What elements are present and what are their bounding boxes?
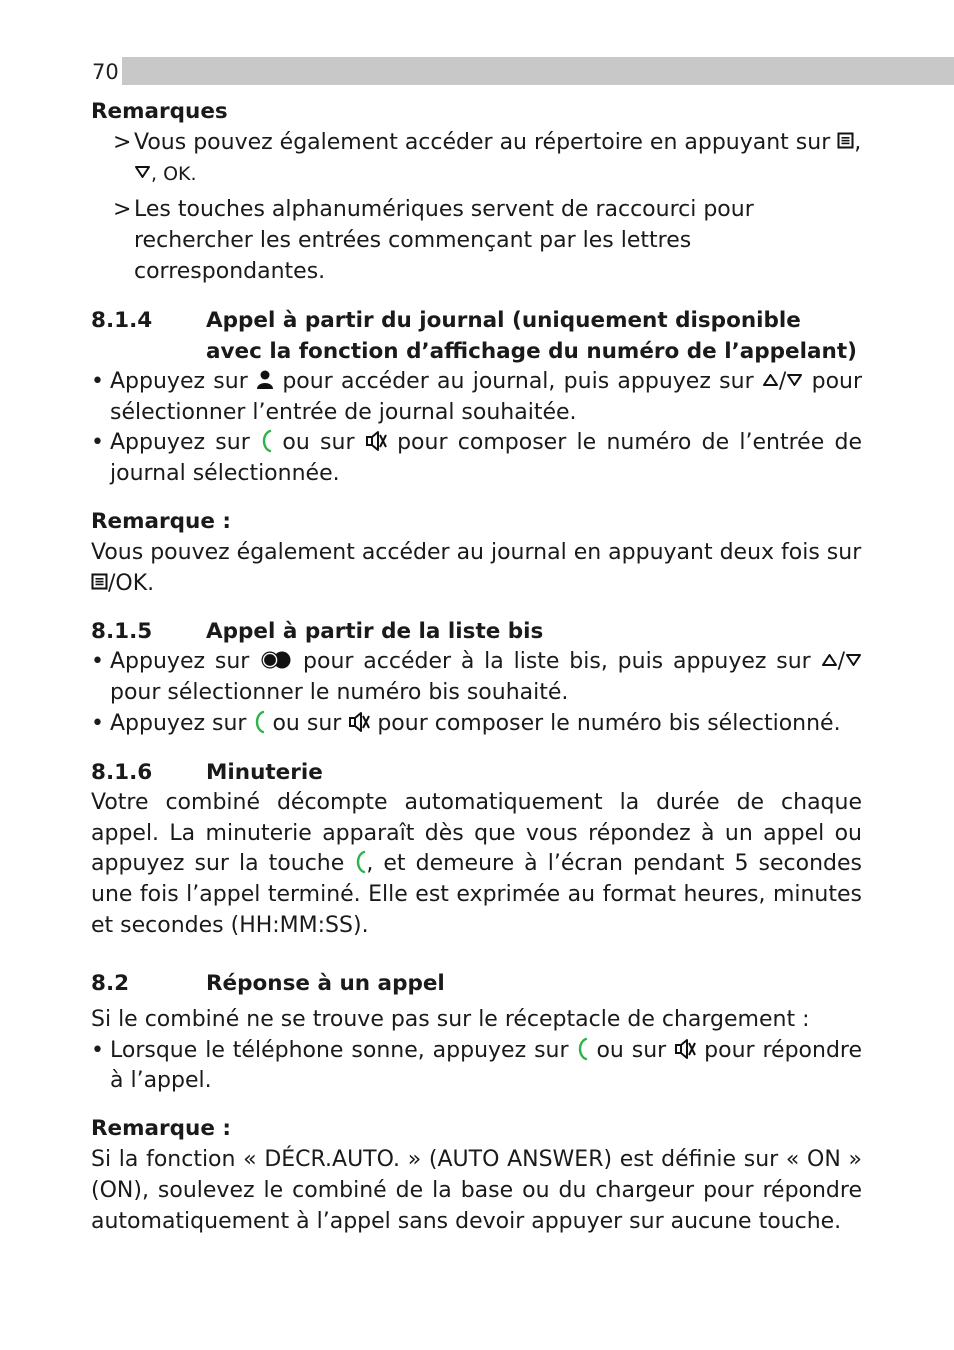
talk-key-icon: [260, 429, 272, 453]
up-arrow-icon: [821, 653, 838, 667]
talk-key-icon: [354, 850, 366, 874]
notes-heading: Remarques: [91, 99, 228, 124]
section-intro: Si le combiné ne se trouve pas sur le réceptacle de chargement :: [91, 1006, 810, 1032]
speaker-icon: [365, 430, 387, 452]
talk-key-icon: [576, 1037, 588, 1061]
down-arrow-icon: [786, 373, 803, 387]
down-arrow-icon: [845, 653, 862, 667]
call-log-person-icon: [256, 370, 274, 390]
talk-key-icon: [253, 710, 265, 734]
menu-key-icon: [837, 132, 854, 149]
note-heading: Remarque :: [91, 1116, 232, 1142]
note-item: > Vous pouvez également accéder au répertoire en appuyant sur , , OK.: [113, 129, 862, 185]
up-arrow-icon: [762, 373, 779, 387]
section-heading: 8.2 Réponse à un appel: [91, 970, 445, 996]
note-text: Si la fonction « DÉCR.AUTO. » (AUTO ANSWER) est définie sur « ON » (ON), soulevez le combiné de la base ou du chargeur pour répondre automatiquement à l’appel sans devoir appuyer sur aucune touche.: [91, 1146, 862, 1234]
section-heading: 8.1.6 Minuterie: [91, 759, 323, 785]
bullet-item: • Appuyez sur pour accéder au journal, puis appuyez sur / pour sélectionner l’entrée de journal souhaitée.: [91, 368, 863, 425]
section-text: Votre combiné décompte automatiquement la durée de chaque appel. La minuterie apparaît dès que vous répondez à un appel ou appuyez sur la touche , et demeure à l’écran pendant 5 secondes une fois l’appel terminé. Elle est exprimée au format heures, minutes et secondes (HH:MM:SS).: [91, 789, 862, 938]
bullet-item: • Appuyez sur ou sur pour composer le numéro bis sélectionné.: [91, 710, 841, 736]
menu-key-icon: [91, 573, 108, 590]
page-header-bar: [92, 57, 954, 85]
page-number: 70: [92, 57, 122, 85]
speaker-icon: [674, 1038, 696, 1060]
bullet-item: • Appuyez sur ou sur pour composer le numéro de l’entrée de journal sélectionnée.: [91, 430, 863, 487]
note-text: Vous pouvez également accéder au journal en appuyant deux fois sur /OK.: [91, 539, 862, 596]
section-heading: 8.1.5 Appel à partir de la liste bis: [91, 619, 544, 645]
down-arrow-icon: [134, 165, 151, 179]
note-heading: Remarque :: [91, 508, 232, 534]
bullet-item: • Appuyez sur pour accéder à la liste bis, puis appuyez sur / pour sélectionner le numéro bis souhaité.: [91, 647, 862, 709]
bullet-item: • Lorsque le téléphone sonne, appuyez sur ou sur pour répondre à l’appel.: [91, 1037, 863, 1094]
page-content: [91, 97, 862, 1237]
section-heading: 8.1.4 Appel à partir du journal (uniquement disponible avec la fonction d’affichage du numéro de l’appelant): [91, 307, 857, 364]
speaker-icon: [348, 711, 370, 733]
redial-icon: [259, 650, 293, 670]
note-item: > Les touches alphanumériques servent de raccourci pour rechercher les entrées commençant par les lettres correspondantes.: [113, 197, 754, 284]
